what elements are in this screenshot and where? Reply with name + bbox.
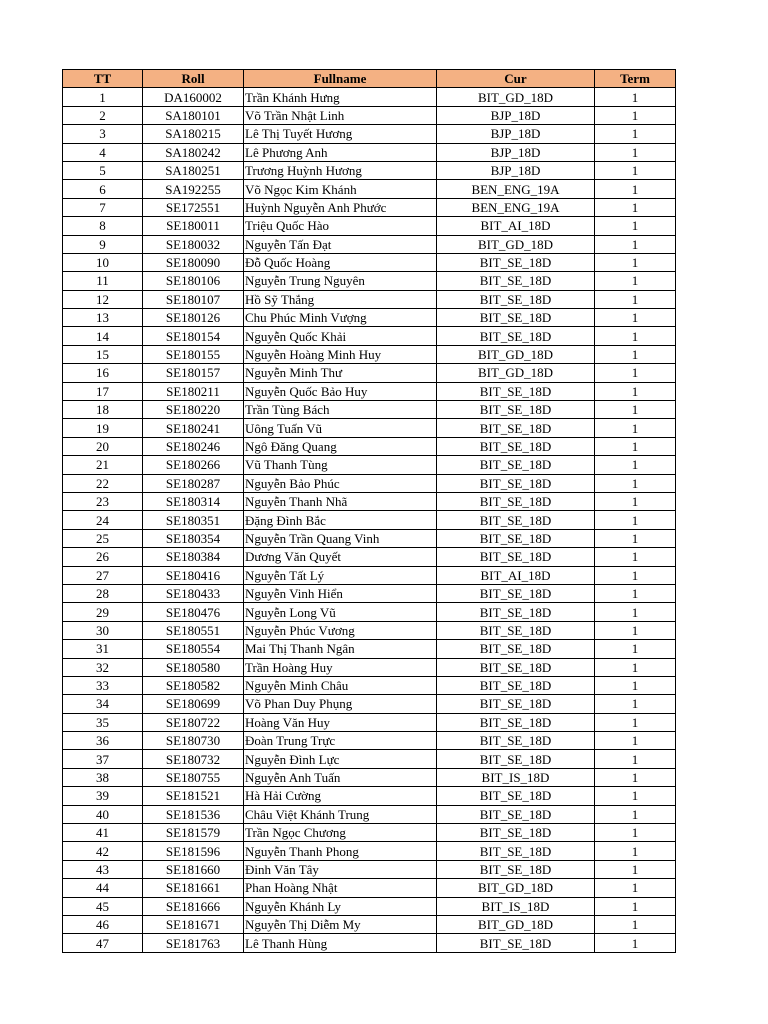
table-row <box>63 309 676 327</box>
cell-cur: BIT_SE_18D <box>437 842 595 860</box>
cell-cur: BIT_SE_18D <box>437 272 595 290</box>
cell-cur: BIT_SE_18D <box>437 750 595 768</box>
table-row <box>63 713 676 731</box>
table-row <box>63 566 676 584</box>
cell-tt: 37 <box>63 750 143 768</box>
header-tt: TT <box>63 70 143 88</box>
cell-tt: 11 <box>63 272 143 290</box>
cell-roll: SE180155 <box>143 345 244 363</box>
cell-roll: SE180107 <box>143 290 244 308</box>
cell-fullname: Ngô Đăng Quang <box>244 437 437 455</box>
cell-term: 1 <box>595 915 676 933</box>
table-row <box>63 437 676 455</box>
table-row <box>63 879 676 897</box>
cell-roll: SE180266 <box>143 456 244 474</box>
cell-term: 1 <box>595 235 676 253</box>
cell-term: 1 <box>595 492 676 510</box>
cell-term: 1 <box>595 621 676 639</box>
table-row <box>63 125 676 143</box>
cell-fullname: Nguyễn Quốc Bảo Huy <box>244 382 437 400</box>
cell-roll: SE180476 <box>143 603 244 621</box>
cell-fullname: Nguyễn Trung Nguyên <box>244 272 437 290</box>
cell-fullname: Nguyễn Tất Lý <box>244 566 437 584</box>
cell-term: 1 <box>595 695 676 713</box>
table-row <box>63 327 676 345</box>
cell-roll: SE180126 <box>143 309 244 327</box>
cell-cur: BIT_GD_18D <box>437 235 595 253</box>
cell-fullname: Đặng Đình Bắc <box>244 511 437 529</box>
cell-roll: SE181666 <box>143 897 244 915</box>
cell-roll: SE181536 <box>143 805 244 823</box>
table-row <box>63 640 676 658</box>
cell-roll: SA180215 <box>143 125 244 143</box>
cell-fullname: Lê Thanh Hùng <box>244 934 437 952</box>
table-row <box>63 915 676 933</box>
cell-tt: 16 <box>63 364 143 382</box>
table-row <box>63 548 676 566</box>
cell-cur: BIT_SE_18D <box>437 382 595 400</box>
cell-roll: SE180211 <box>143 382 244 400</box>
table-row <box>63 364 676 382</box>
cell-roll: SE180106 <box>143 272 244 290</box>
cell-term: 1 <box>595 143 676 161</box>
cell-roll: SE180011 <box>143 217 244 235</box>
cell-tt: 5 <box>63 161 143 179</box>
cell-cur: BIT_SE_18D <box>437 676 595 694</box>
cell-tt: 47 <box>63 934 143 952</box>
cell-term: 1 <box>595 364 676 382</box>
cell-cur: BIT_SE_18D <box>437 640 595 658</box>
table-row <box>63 603 676 621</box>
cell-roll: SE180154 <box>143 327 244 345</box>
cell-fullname: Nguyễn Quốc Khải <box>244 327 437 345</box>
table-row <box>63 529 676 547</box>
cell-tt: 44 <box>63 879 143 897</box>
cell-cur: BIT_SE_18D <box>437 732 595 750</box>
cell-term: 1 <box>595 713 676 731</box>
cell-tt: 14 <box>63 327 143 345</box>
cell-cur: BIT_SE_18D <box>437 456 595 474</box>
cell-tt: 46 <box>63 915 143 933</box>
cell-tt: 25 <box>63 529 143 547</box>
cell-term: 1 <box>595 125 676 143</box>
cell-roll: SE180220 <box>143 401 244 419</box>
table-row <box>63 732 676 750</box>
cell-roll: SE180755 <box>143 768 244 786</box>
cell-fullname: Dương Văn Quyết <box>244 548 437 566</box>
cell-fullname: Nguyễn Khánh Ly <box>244 897 437 915</box>
cell-roll: SE180699 <box>143 695 244 713</box>
table-row <box>63 492 676 510</box>
cell-fullname: Nguyễn Bảo Phúc <box>244 474 437 492</box>
cell-tt: 40 <box>63 805 143 823</box>
cell-tt: 20 <box>63 437 143 455</box>
cell-fullname: Đoàn Trung Trực <box>244 732 437 750</box>
cell-cur: BEN_ENG_19A <box>437 180 595 198</box>
cell-cur: BIT_IS_18D <box>437 897 595 915</box>
cell-cur: BIT_SE_18D <box>437 824 595 842</box>
cell-roll: SE180730 <box>143 732 244 750</box>
cell-tt: 41 <box>63 824 143 842</box>
cell-cur: BIT_GD_18D <box>437 364 595 382</box>
cell-term: 1 <box>595 750 676 768</box>
cell-roll: SE180722 <box>143 713 244 731</box>
cell-tt: 45 <box>63 897 143 915</box>
cell-roll: SE180416 <box>143 566 244 584</box>
cell-tt: 23 <box>63 492 143 510</box>
header-roll: Roll <box>143 70 244 88</box>
cell-roll: SE181521 <box>143 787 244 805</box>
cell-term: 1 <box>595 161 676 179</box>
cell-tt: 38 <box>63 768 143 786</box>
cell-term: 1 <box>595 88 676 106</box>
cell-fullname: Hà Hải Cường <box>244 787 437 805</box>
cell-term: 1 <box>595 897 676 915</box>
cell-cur: BJP_18D <box>437 143 595 161</box>
cell-tt: 34 <box>63 695 143 713</box>
cell-roll: SE180032 <box>143 235 244 253</box>
cell-cur: BIT_SE_18D <box>437 548 595 566</box>
cell-roll: SE181661 <box>143 879 244 897</box>
cell-fullname: Nguyễn Thanh Phong <box>244 842 437 860</box>
cell-term: 1 <box>595 860 676 878</box>
cell-roll: SE180582 <box>143 676 244 694</box>
cell-fullname: Nguyễn Tấn Đạt <box>244 235 437 253</box>
cell-term: 1 <box>595 676 676 694</box>
table-row <box>63 88 676 106</box>
cell-roll: SE181671 <box>143 915 244 933</box>
cell-roll: SE180354 <box>143 529 244 547</box>
cell-cur: BJP_18D <box>437 106 595 124</box>
cell-term: 1 <box>595 566 676 584</box>
cell-fullname: Nguyễn Đình Lực <box>244 750 437 768</box>
cell-fullname: Nguyễn Minh Thư <box>244 364 437 382</box>
cell-cur: BIT_AI_18D <box>437 217 595 235</box>
cell-fullname: Trần Tùng Bách <box>244 401 437 419</box>
cell-roll: SE180157 <box>143 364 244 382</box>
table-row <box>63 621 676 639</box>
cell-cur: BIT_SE_18D <box>437 934 595 952</box>
cell-fullname: Võ Ngọc Kim Khánh <box>244 180 437 198</box>
cell-term: 1 <box>595 309 676 327</box>
cell-fullname: Nguyễn Vinh Hiển <box>244 584 437 602</box>
cell-roll: SE180433 <box>143 584 244 602</box>
cell-roll: SE180554 <box>143 640 244 658</box>
cell-tt: 32 <box>63 658 143 676</box>
cell-roll: SE181660 <box>143 860 244 878</box>
table-row <box>63 658 676 676</box>
cell-cur: BIT_IS_18D <box>437 768 595 786</box>
cell-cur: BIT_GD_18D <box>437 915 595 933</box>
cell-cur: BIT_SE_18D <box>437 327 595 345</box>
cell-cur: BEN_ENG_19A <box>437 198 595 216</box>
cell-tt: 10 <box>63 253 143 271</box>
cell-term: 1 <box>595 511 676 529</box>
table-row <box>63 934 676 952</box>
header-cur: Cur <box>437 70 595 88</box>
cell-term: 1 <box>595 768 676 786</box>
table-row <box>63 290 676 308</box>
cell-roll: SE180314 <box>143 492 244 510</box>
cell-roll: SE172551 <box>143 198 244 216</box>
cell-cur: BIT_SE_18D <box>437 787 595 805</box>
table-row <box>63 750 676 768</box>
table-row <box>63 382 676 400</box>
cell-fullname: Trần Hoàng Huy <box>244 658 437 676</box>
cell-cur: BIT_SE_18D <box>437 437 595 455</box>
cell-term: 1 <box>595 603 676 621</box>
cell-tt: 42 <box>63 842 143 860</box>
table-row <box>63 824 676 842</box>
cell-term: 1 <box>595 824 676 842</box>
table-row <box>63 345 676 363</box>
cell-tt: 9 <box>63 235 143 253</box>
cell-tt: 43 <box>63 860 143 878</box>
cell-fullname: Nguyễn Anh Tuấn <box>244 768 437 786</box>
cell-tt: 6 <box>63 180 143 198</box>
table-row <box>63 860 676 878</box>
cell-fullname: Nguyễn Thanh Nhã <box>244 492 437 510</box>
table-row <box>63 198 676 216</box>
table-row <box>63 217 676 235</box>
cell-cur: BIT_SE_18D <box>437 860 595 878</box>
table-row <box>63 235 676 253</box>
cell-fullname: Chu Phúc Minh Vượng <box>244 309 437 327</box>
cell-tt: 28 <box>63 584 143 602</box>
cell-term: 1 <box>595 272 676 290</box>
table-row <box>63 253 676 271</box>
header-row <box>63 70 676 88</box>
cell-roll: SE180384 <box>143 548 244 566</box>
cell-term: 1 <box>595 419 676 437</box>
cell-tt: 31 <box>63 640 143 658</box>
table-row <box>63 161 676 179</box>
header-term: Term <box>595 70 676 88</box>
cell-tt: 12 <box>63 290 143 308</box>
cell-term: 1 <box>595 382 676 400</box>
cell-tt: 29 <box>63 603 143 621</box>
table-row <box>63 272 676 290</box>
cell-cur: BIT_SE_18D <box>437 290 595 308</box>
cell-cur: BIT_SE_18D <box>437 603 595 621</box>
cell-term: 1 <box>595 658 676 676</box>
table-row <box>63 787 676 805</box>
table-row <box>63 419 676 437</box>
cell-tt: 26 <box>63 548 143 566</box>
table-row <box>63 768 676 786</box>
cell-term: 1 <box>595 253 676 271</box>
table-row <box>63 143 676 161</box>
cell-fullname: Hoàng Văn Huy <box>244 713 437 731</box>
cell-cur: BIT_SE_18D <box>437 492 595 510</box>
cell-cur: BJP_18D <box>437 161 595 179</box>
cell-tt: 15 <box>63 345 143 363</box>
cell-tt: 13 <box>63 309 143 327</box>
cell-fullname: Uông Tuấn Vũ <box>244 419 437 437</box>
cell-term: 1 <box>595 327 676 345</box>
cell-fullname: Nguyễn Minh Châu <box>244 676 437 694</box>
cell-roll: SA180242 <box>143 143 244 161</box>
cell-roll: SE180246 <box>143 437 244 455</box>
table-row <box>63 106 676 124</box>
cell-term: 1 <box>595 879 676 897</box>
cell-fullname: Nguyễn Hoàng Minh Huy <box>244 345 437 363</box>
cell-fullname: Nguyễn Long Vũ <box>244 603 437 621</box>
cell-fullname: Võ Trần Nhật Linh <box>244 106 437 124</box>
table-row <box>63 695 676 713</box>
cell-roll: SA180101 <box>143 106 244 124</box>
cell-term: 1 <box>595 437 676 455</box>
cell-fullname: Châu Việt Khánh Trung <box>244 805 437 823</box>
cell-cur: BIT_SE_18D <box>437 419 595 437</box>
cell-term: 1 <box>595 842 676 860</box>
cell-tt: 19 <box>63 419 143 437</box>
cell-tt: 18 <box>63 401 143 419</box>
cell-cur: BIT_SE_18D <box>437 529 595 547</box>
cell-roll: SE181763 <box>143 934 244 952</box>
cell-roll: SE180351 <box>143 511 244 529</box>
table-row <box>63 401 676 419</box>
cell-tt: 8 <box>63 217 143 235</box>
cell-tt: 27 <box>63 566 143 584</box>
cell-term: 1 <box>595 217 676 235</box>
header-fullname: Fullname <box>244 70 437 88</box>
cell-tt: 39 <box>63 787 143 805</box>
table-row <box>63 842 676 860</box>
table-row <box>63 511 676 529</box>
cell-fullname: Nguyễn Thị Diễm My <box>244 915 437 933</box>
cell-term: 1 <box>595 787 676 805</box>
cell-term: 1 <box>595 529 676 547</box>
cell-tt: 21 <box>63 456 143 474</box>
cell-fullname: Trần Ngọc Chương <box>244 824 437 842</box>
cell-term: 1 <box>595 474 676 492</box>
cell-term: 1 <box>595 805 676 823</box>
cell-cur: BIT_SE_18D <box>437 658 595 676</box>
cell-fullname: Trương Huỳnh Hương <box>244 161 437 179</box>
cell-tt: 33 <box>63 676 143 694</box>
cell-cur: BIT_SE_18D <box>437 511 595 529</box>
cell-cur: BIT_SE_18D <box>437 621 595 639</box>
cell-fullname: Nguyễn Trần Quang Vinh <box>244 529 437 547</box>
cell-tt: 36 <box>63 732 143 750</box>
cell-roll: SE180090 <box>143 253 244 271</box>
cell-tt: 1 <box>63 88 143 106</box>
table-row <box>63 676 676 694</box>
cell-term: 1 <box>595 180 676 198</box>
cell-tt: 30 <box>63 621 143 639</box>
table-row <box>63 456 676 474</box>
cell-fullname: Vũ Thanh Tùng <box>244 456 437 474</box>
cell-term: 1 <box>595 732 676 750</box>
cell-term: 1 <box>595 106 676 124</box>
cell-roll: SE181596 <box>143 842 244 860</box>
cell-cur: BIT_SE_18D <box>437 713 595 731</box>
cell-tt: 24 <box>63 511 143 529</box>
cell-cur: BIT_GD_18D <box>437 88 595 106</box>
cell-tt: 2 <box>63 106 143 124</box>
cell-roll: SE180580 <box>143 658 244 676</box>
cell-cur: BIT_SE_18D <box>437 695 595 713</box>
cell-tt: 7 <box>63 198 143 216</box>
cell-roll: SE180732 <box>143 750 244 768</box>
table-header <box>63 70 676 88</box>
cell-fullname: Đỗ Quốc Hoàng <box>244 253 437 271</box>
cell-roll: SA192255 <box>143 180 244 198</box>
cell-fullname: Đinh Văn Tây <box>244 860 437 878</box>
cell-cur: BIT_GD_18D <box>437 345 595 363</box>
cell-cur: BIT_SE_18D <box>437 253 595 271</box>
cell-roll: SE180287 <box>143 474 244 492</box>
cell-term: 1 <box>595 456 676 474</box>
student-table <box>62 69 676 953</box>
cell-cur: BIT_SE_18D <box>437 805 595 823</box>
cell-roll: DA160002 <box>143 88 244 106</box>
cell-term: 1 <box>595 290 676 308</box>
cell-term: 1 <box>595 640 676 658</box>
cell-fullname: Võ Phan Duy Phụng <box>244 695 437 713</box>
cell-term: 1 <box>595 198 676 216</box>
cell-fullname: Huỳnh Nguyễn Anh Phước <box>244 198 437 216</box>
cell-fullname: Mai Thị Thanh Ngân <box>244 640 437 658</box>
cell-roll: SE181579 <box>143 824 244 842</box>
cell-cur: BIT_SE_18D <box>437 401 595 419</box>
cell-term: 1 <box>595 548 676 566</box>
table-row <box>63 805 676 823</box>
cell-fullname: Nguyễn Phúc Vương <box>244 621 437 639</box>
cell-cur: BIT_SE_18D <box>437 309 595 327</box>
table-row <box>63 474 676 492</box>
cell-cur: BIT_SE_18D <box>437 584 595 602</box>
cell-cur: BIT_GD_18D <box>437 879 595 897</box>
cell-term: 1 <box>595 345 676 363</box>
table-body <box>63 88 676 952</box>
cell-tt: 35 <box>63 713 143 731</box>
table-row <box>63 180 676 198</box>
cell-roll: SE180551 <box>143 621 244 639</box>
cell-tt: 17 <box>63 382 143 400</box>
table-row <box>63 897 676 915</box>
cell-fullname: Hồ Sỹ Thắng <box>244 290 437 308</box>
cell-tt: 3 <box>63 125 143 143</box>
cell-fullname: Lê Thị Tuyết Hương <box>244 125 437 143</box>
cell-cur: BIT_SE_18D <box>437 474 595 492</box>
cell-roll: SA180251 <box>143 161 244 179</box>
cell-fullname: Triệu Quốc Hào <box>244 217 437 235</box>
cell-roll: SE180241 <box>143 419 244 437</box>
cell-fullname: Phan Hoàng Nhật <box>244 879 437 897</box>
cell-cur: BIT_AI_18D <box>437 566 595 584</box>
cell-term: 1 <box>595 584 676 602</box>
cell-fullname: Trần Khánh Hưng <box>244 88 437 106</box>
cell-tt: 4 <box>63 143 143 161</box>
cell-cur: BJP_18D <box>437 125 595 143</box>
table-row <box>63 584 676 602</box>
cell-term: 1 <box>595 934 676 952</box>
cell-term: 1 <box>595 401 676 419</box>
cell-fullname: Lê Phương Anh <box>244 143 437 161</box>
cell-tt: 22 <box>63 474 143 492</box>
